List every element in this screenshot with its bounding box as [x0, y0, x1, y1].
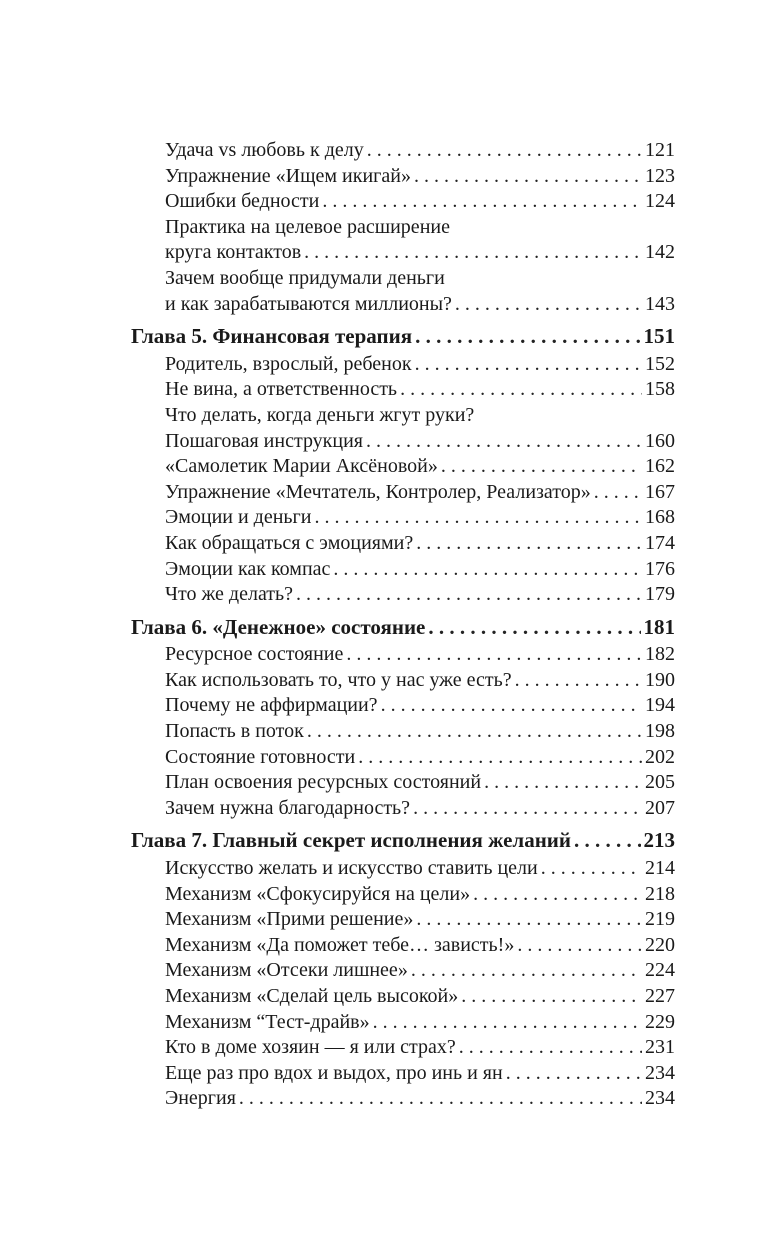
- toc-entry-title: Искусство желать и искусство ставить цели: [165, 857, 538, 880]
- page-number: 224: [645, 959, 675, 982]
- page-number: 158: [645, 378, 675, 401]
- toc-entry-title: Ошибки бедности: [165, 190, 320, 213]
- dot-leader: [594, 480, 642, 506]
- toc-entry-row: [131, 856, 675, 882]
- page-number: 234: [645, 1087, 675, 1110]
- dot-leader: [428, 615, 640, 641]
- page-number: 227: [645, 985, 675, 1007]
- toc-entry-row: [131, 138, 675, 164]
- chapter-title: Глава 5. Финансовая терапия: [131, 324, 413, 349]
- toc-entry-row: [131, 189, 675, 215]
- page-number: 219: [645, 908, 675, 931]
- toc-entry-title-line: Практика на целевое расширение: [165, 215, 450, 238]
- toc-entry-row: [131, 377, 675, 403]
- dot-leader: [416, 907, 642, 933]
- toc-entry-title: Пошаговая инструкция: [165, 429, 364, 452]
- toc-entry-row: [131, 958, 675, 984]
- dot-leader: [322, 189, 642, 215]
- dot-leader: [239, 1086, 642, 1112]
- toc-entry-title: Механизм «Да поможет тебе… зависть!»: [165, 933, 515, 956]
- dot-leader: [373, 1010, 642, 1036]
- toc-chapter-row: [131, 615, 675, 641]
- toc-entry-title: Механизм «Прими решение»: [165, 908, 414, 931]
- toc-entry-title: План освоения ресурсных состояний: [165, 771, 482, 794]
- dot-leader: [459, 1035, 642, 1061]
- toc-entry-title: Кто в доме хозяин — я или страх?: [165, 1036, 456, 1059]
- dot-leader: [515, 668, 642, 694]
- page-number: 176: [645, 557, 675, 580]
- toc-entry-title: Еще раз про вдох и выдох, про инь и ян: [165, 1061, 503, 1084]
- page-number: 174: [645, 531, 675, 554]
- dot-leader: [413, 796, 642, 822]
- page-number: 229: [645, 1010, 675, 1033]
- toc-entry-row: [131, 668, 675, 694]
- dot-leader: [307, 719, 642, 745]
- toc-entry-title: Удача vs любовь к делу: [165, 139, 364, 161]
- dot-leader: [411, 958, 642, 984]
- toc-entry-row: [131, 531, 675, 557]
- toc-entry-title: Механизм “Тест-драйв»: [165, 1010, 370, 1033]
- dot-leader: [506, 1061, 642, 1087]
- dot-leader: [333, 557, 642, 583]
- toc-entry-title: Что же делать?: [165, 583, 294, 606]
- page-number: 190: [645, 668, 675, 691]
- page-number: 207: [645, 796, 675, 819]
- toc-entry-row: [131, 505, 675, 531]
- toc-entry-title-line: Зачем вообще придумали деньги: [165, 266, 445, 289]
- dot-leader: [414, 164, 642, 190]
- page-number: 194: [645, 694, 675, 717]
- page-number: 143: [645, 292, 675, 315]
- toc-entry-row: [131, 693, 675, 719]
- page-number: 162: [645, 455, 675, 478]
- toc-entry-row: [131, 240, 675, 266]
- page-number: 234: [645, 1061, 675, 1084]
- page-number: 142: [645, 241, 675, 264]
- dot-leader: [358, 745, 642, 771]
- page-number: 167: [645, 480, 675, 503]
- toc-entry-title: Состояние готовности: [165, 745, 356, 768]
- toc-entry-title: Эмоции и деньги: [165, 506, 312, 529]
- toc-entry-title: Энергия: [165, 1087, 236, 1110]
- dot-leader: [455, 292, 642, 318]
- toc-entry-title: Упражнение «Ищем икигай»: [165, 164, 411, 187]
- toc-entry-title: Механизм «Отсеки лишнее»: [165, 959, 408, 982]
- chapter-title: Глава 6. «Денежное» состояние: [131, 614, 426, 639]
- toc-entry-row: [131, 1035, 675, 1061]
- page-number: 220: [645, 933, 675, 956]
- toc-entry-title: круга контактов: [165, 241, 302, 264]
- toc-entry-row: [131, 582, 675, 608]
- dot-leader: [314, 505, 642, 531]
- page-number: 231: [645, 1036, 675, 1059]
- toc-entry-row: [131, 770, 675, 796]
- toc-entry-row: [131, 907, 675, 933]
- dot-leader: [381, 693, 642, 719]
- table-of-contents: [131, 138, 675, 1112]
- dot-leader: [416, 531, 642, 557]
- dot-leader: [367, 138, 642, 164]
- page-number: 160: [645, 429, 675, 452]
- toc-entry-title: Родитель, взрослый, ребенок: [165, 352, 412, 375]
- toc-entry-row: [131, 352, 675, 378]
- toc-entry-row: [131, 454, 675, 480]
- toc-entry-title: «Самолетик Марии Аксёновой»: [165, 455, 438, 478]
- dot-leader: [461, 984, 642, 1010]
- toc-chapter-row: [131, 828, 675, 854]
- page-number: 181: [643, 614, 675, 639]
- toc-entry-row: [131, 1010, 675, 1036]
- page-number: 213: [643, 828, 675, 853]
- page-number: 202: [645, 745, 675, 768]
- dot-leader: [415, 324, 640, 350]
- page-number: 152: [645, 352, 675, 375]
- toc-entry-row: [131, 1061, 675, 1087]
- dot-leader: [415, 352, 642, 378]
- toc-entry-row: [131, 164, 675, 190]
- toc-entry-row: [131, 933, 675, 959]
- page-number: 198: [645, 720, 675, 743]
- toc-entry-row: [131, 882, 675, 908]
- toc-entry-row: [131, 480, 675, 506]
- page-number: 124: [645, 190, 675, 213]
- toc-chapter-row: [131, 324, 675, 350]
- toc-entry-row: [131, 796, 675, 822]
- dot-leader: [574, 828, 641, 854]
- toc-entry-row: [131, 745, 675, 771]
- page-number: 182: [645, 643, 675, 666]
- dot-leader: [296, 582, 642, 608]
- dot-leader: [304, 240, 642, 266]
- dot-leader: [517, 933, 642, 959]
- dot-leader: [400, 377, 642, 403]
- toc-entry-title: Почему не аффирмации?: [165, 694, 378, 717]
- toc-entry-title: и как зарабатываются миллионы?: [165, 292, 452, 315]
- toc-entry-title: Зачем нужна благодарность?: [165, 796, 411, 819]
- page-number: 205: [645, 771, 675, 794]
- dot-leader: [473, 882, 642, 908]
- toc-entry-title: Эмоции как компас: [165, 557, 331, 580]
- page-number: 168: [645, 506, 675, 529]
- page-number: 121: [645, 139, 675, 161]
- toc-entry-title: Ресурсное состояние: [165, 643, 344, 666]
- toc-entry-title: Как использовать то, что у нас уже есть?: [165, 668, 512, 691]
- page-number: 218: [645, 882, 675, 905]
- toc-entry-title: Механизм «Сделай цель высокой»: [165, 985, 459, 1007]
- chapter-title: Глава 7. Главный секрет исполнения желаний: [131, 828, 571, 853]
- dot-leader: [366, 429, 642, 455]
- toc-entry-row: [131, 292, 675, 318]
- toc-entry-title: Упражнение «Мечтатель, Контролер, Реализатор»: [165, 480, 591, 503]
- page-number: 179: [645, 583, 675, 606]
- toc-entry-row: [131, 984, 675, 1010]
- dot-leader: [346, 642, 642, 668]
- toc-entry-row: [131, 642, 675, 668]
- dot-leader: [441, 454, 642, 480]
- toc-entry-title: Как обращаться с эмоциями?: [165, 531, 414, 554]
- dot-leader: [541, 856, 642, 882]
- toc-entry-row: [131, 1086, 675, 1112]
- page-number: 214: [645, 857, 675, 880]
- toc-entry-title: Попасть в поток: [165, 720, 304, 743]
- page-number: 151: [643, 324, 675, 349]
- toc-entry-title: Не вина, а ответственность: [165, 378, 398, 401]
- toc-entry-row: [131, 557, 675, 583]
- page-number: 123: [645, 164, 675, 187]
- toc-entry-row: [131, 719, 675, 745]
- toc-entry-title: Механизм «Сфокусируйся на цели»: [165, 882, 471, 905]
- toc-entry-title-line: Что делать, когда деньги жгут руки?: [165, 403, 475, 426]
- toc-entry-row: [131, 429, 675, 455]
- dot-leader: [484, 770, 642, 796]
